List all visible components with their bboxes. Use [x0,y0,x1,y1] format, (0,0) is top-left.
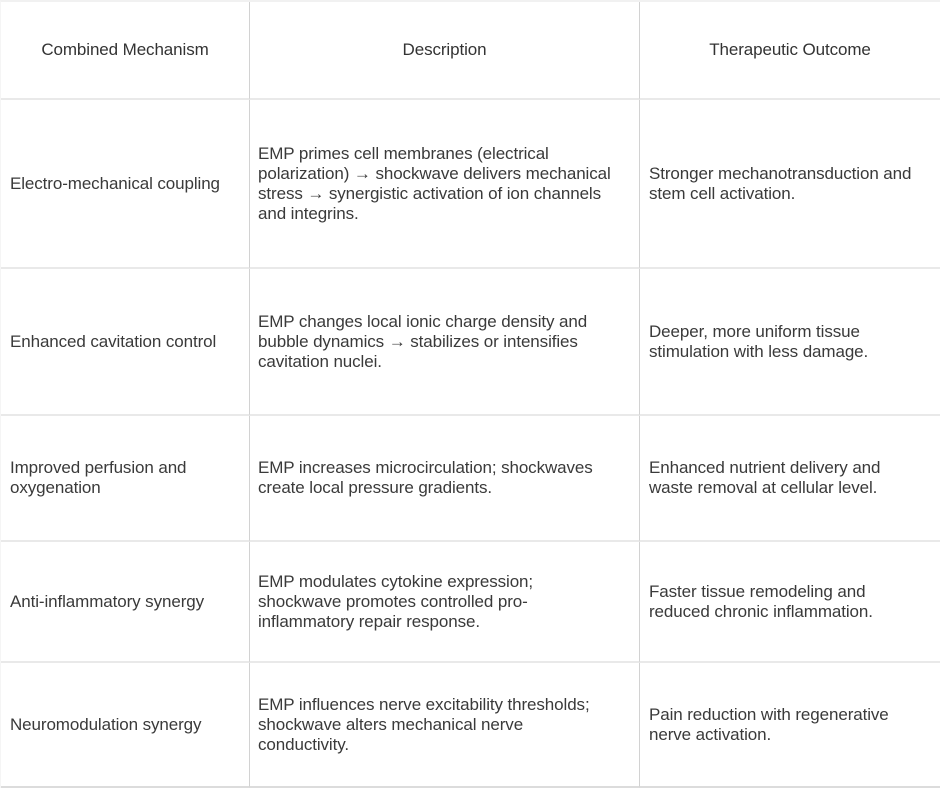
header-cell-description [250,2,640,100]
header-cell-therapeutic-outcome [640,2,940,100]
table-row-5-mechanism-cell [1,663,250,788]
description-text: EMP increases microcirculation; shockwaves create local pressure gradients. [258,458,593,497]
outcome-text: Enhanced nutrient delivery and waste removal at cellular level. [649,458,881,497]
header-cell-combined-mechanism [1,2,250,100]
table-row-2-description-cell [250,269,640,416]
table-row-1-outcome-cell [640,100,940,269]
table-row-1-mechanism-cell [1,100,250,269]
outcome-text: Stronger mechanotransduction and stem cell activation. [649,163,912,203]
table-row-3-mechanism-cell [1,416,250,542]
description-text: EMP primes cell membranes (electrical polarization) → shockwave delivers mechanical stress → synergistic activation of ion channels and integrins. [258,143,611,223]
table-row-4-mechanism-cell [1,542,250,663]
description-text: EMP modulates cytokine expression; shockwave promotes controlled pro-inflammatory repair response. [258,571,534,631]
mechanism-text: Improved perfusion and oxygenation [10,458,187,497]
table-row-5-description-cell [250,663,640,788]
mechanism-text: Electro-mechanical coupling [10,173,220,193]
mechanism-text: Anti-inflammatory synergy [10,591,205,611]
header-label-combined-mechanism: Combined Mechanism [41,40,209,59]
table-row-3-outcome-cell [640,416,940,542]
mechanism-text: Enhanced cavitation control [10,331,217,351]
outcome-text: Pain reduction with regenerative nerve activation. [649,704,889,744]
table-row-4-description-cell [250,542,640,663]
description-text: EMP influences nerve excitability thresholds; shockwave alters mechanical nerve conductivity. [258,694,590,754]
description-text: EMP changes local ionic charge density and bubble dynamics → stabilizes or intensifies cavitation nuclei. [258,311,588,371]
header-label-description: Description [402,40,487,59]
outcome-text: Deeper, more uniform tissue stimulation with less damage. [649,321,869,361]
table-row-2-mechanism-cell [1,269,250,416]
outcome-text: Faster tissue remodeling and reduced chronic inflammation. [649,581,873,621]
table-row-4-outcome-cell [640,542,940,663]
mechanism-text: Neuromodulation synergy [10,714,202,734]
table-row-5-outcome-cell [640,663,940,788]
header-label-therapeutic-outcome: Therapeutic Outcome [709,40,871,59]
table-row-2-outcome-cell [640,269,940,416]
table-row-3-description-cell [250,416,640,542]
table-row-1-description-cell [250,100,640,269]
